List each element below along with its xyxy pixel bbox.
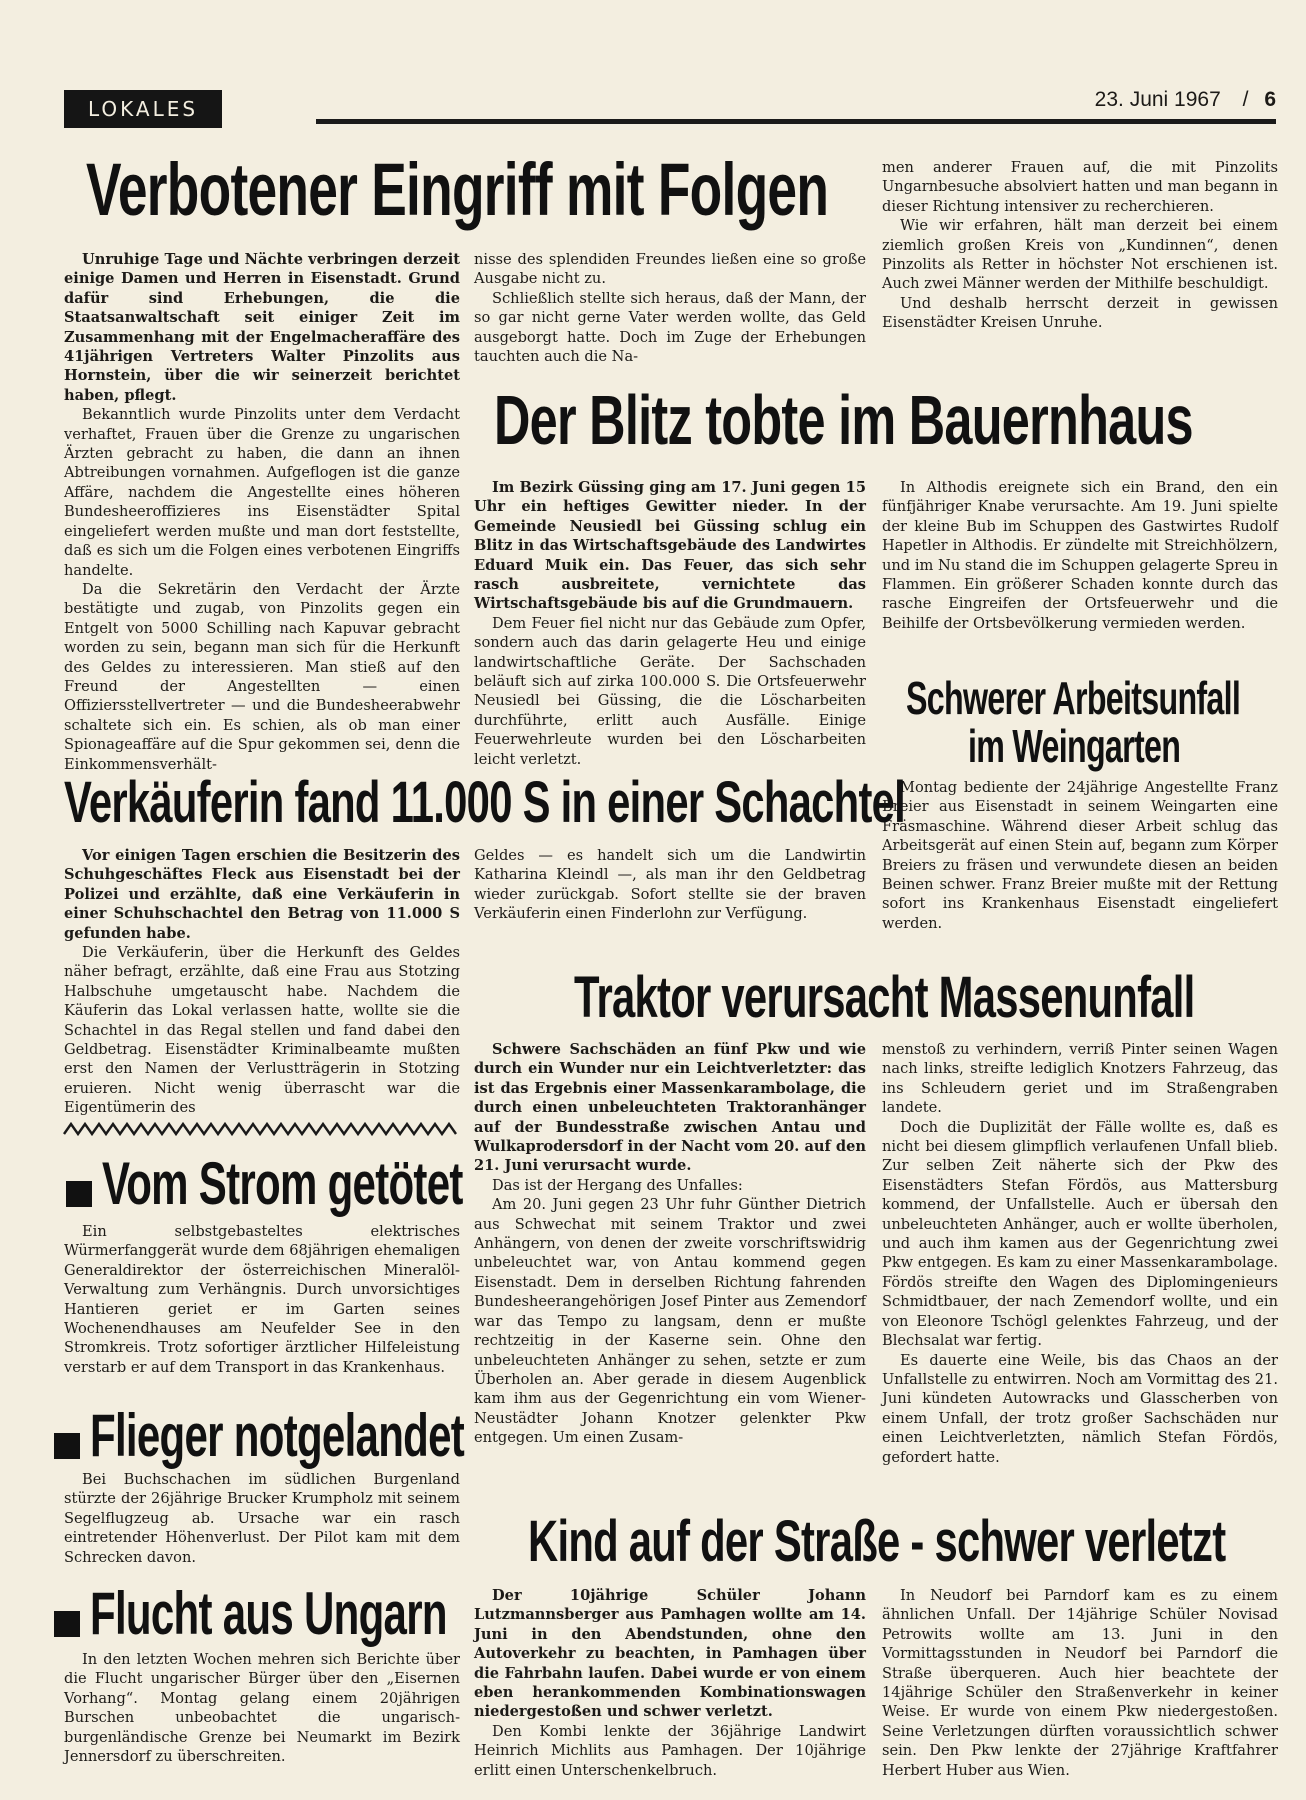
article-1-paragraph: Bekanntlich wurde Pinzolits unter dem Verdacht verhaftet, Frauen über die Grenze zu ungarischen Ärzten gebracht zu haben, die dann an ihnen Abtreibungen vornahmen. Aufgeflogen ist die ganze Affäre, nachdem die Angestellte eines höheren Bundesheeroffizieres ins Eisenstädter Spital eingeliefert werden mußte und man dort feststellte, daß es sich um die Folgen eines verbotenen Eingriffs handelte. [64, 406, 460, 579]
issue-date-line [1040, 88, 1276, 116]
headline-flieger-text: Flieger notgelandet [90, 1402, 465, 1469]
headline-vom-strom-text: Vom Strom getötet [102, 1150, 463, 1217]
article-1-paragraph: Da die Sekretärin den Verdacht der Ärzte bestätigte und zugab, von Pinzolits gegen ein Entgelt von 5000 Schilling nach Kapuvar gebracht worden zu sein, begann man sich für die Herkunft des Geldes zu interessieren. Man stieß auf den Freund der Angestellten — einen Offiziersstellvertreter — und die Bundesheerabwehr schaltete sich ein. Es schien, als ob man einer Spionageaffäre auf die Spur gekommen sei, denn die Einkommensverhält- [64, 580, 460, 773]
headline-arbeitsunfall-line-2: im Weingarten [968, 720, 1181, 772]
article-8-paragraph: Es dauerte eine Weile, bis das Chaos an der Unfallstelle zu entwirren. Noch am Vormittag des 21. Juni kündeten Autowracks und Glasscherben von einem Unfall, der trotz großer Sachschäden nur einen Leichtverletzten, nämlich Stefan Fördös, gefordert hatte. [882, 1351, 1278, 1466]
zigzag-divider [64, 1122, 456, 1136]
article-9-col-2 [882, 1586, 1278, 1786]
article-1-col-2 [474, 250, 866, 366]
article-1-paragraph: Wie wir erfahren, hält man derzeit bei einem ziemlich großen Kreis von „Kundinnen“, denen Pinzolits als Retter in höchster Not erschienen ist. Auch zwei Männer werden der Mithilfe beschuldigt. [882, 217, 1278, 293]
article-6-paragraph: Bei Buchschachen im südlichen Burgenland stürzte der 26jährige Brucker Krumpholz mit seinem Segelflugzeug ab. Ursache war ein rasch eintretender Höhenverlust. Der Pilot kam mit dem Schrecken davon. [64, 1471, 460, 1566]
article-5-paragraph: Ein selbstgebasteltes elektrisches Würmerfanggerät wurde dem 68jährigen ehemaligen Generaldirektor der österreichischen Mineralöl-Verwaltung zum Verhängnis. Durch unvorsichtiges Hantieren geriet er im Garten seines Wochenendhauses am Neufelder See in den Stromkreis. Trotz sofortiger ärztlicher Hilfeleistung verstarb er auf dem Transport in das Krankenhaus. [64, 1223, 460, 1376]
article-4-col-1 [64, 846, 460, 1117]
article-1-lead: Unruhige Tage und Nächte verbringen derzeit einige Damen und Herren in Eisenstadt. Grund dafür sind Erhebungen, die die Staatsanwaltschaft seit einiger Zeit im Zusammenhang mit der Engelmacheraffäre des 41jährigen Vertreters Walter Pinzolits aus Hornstein, über die wir seinerzeit berichtet haben, pflegt. [64, 251, 460, 404]
square-bullet-icon [66, 1181, 92, 1207]
article-3-paragraph: Montag bediente der 24jährige Angestellte Franz Breier aus Eisenstadt in seinem Weingarten eine Fräsmaschine. Während dieser Arbeit schlug das Arbeitsgerät auf einen Stein auf, begann zum Körper Breiers zu fräsen und verwundete diesen an beiden Beinen schwer. Franz Breier mußte mit der Rettung sofort ins Krankenhaus Eisenstadt eingeliefert werden. [882, 779, 1278, 932]
article-4-paragraph: Die Verkäuferin, über die Herkunft des Geldes näher befragt, erzählte, daß eine Frau aus Stotzing Halbschuhe umgetauscht habe. Nachdem die Käuferin das Lokal verlassen hatte, wollte sie die Schachtel in das Regal stellen und fand dabei den Geldbetrag. Eisenstädter Kriminalbeamte mußten erst den Namen der Verlustträgerin in Stotzing eruieren. Nicht wenig überrascht war die Eigentümerin des [64, 944, 460, 1117]
headline-arbeitsunfall-line-1: Schwerer Arbeitsunfall [906, 672, 1241, 724]
article-1-paragraph: men anderer Frauen auf, die mit Pinzolits Ungarnbesuche absolviert hatten und man begann in dieser Richtung intensiver zu recherchieren. [882, 159, 1278, 215]
article-2-paragraph: Dem Feuer fiel nicht nur das Gebäude zum Opfer, sondern auch das darin gelagerte Heu und einige landwirtschaftliche Geräte. Der Sachschaden beläuft sich auf zirka 100.000 S. Die Ortsfeuerwehr Neusiedl bei Güssing, die die Löscharbeiten durchführte, erlitt auch Ausfälle. Einige Feuerwehrleute wurden bei den Löscharbeiten leicht verletzt. [474, 614, 866, 768]
article-8-col-2 [882, 1040, 1278, 1486]
section-label: LOKALES [64, 90, 222, 128]
article-8-col-1 [474, 1040, 866, 1486]
article-2-col-1 [474, 478, 866, 768]
headline-verbotener-eingriff: Verbotener Eingriff mit Folgen [86, 148, 829, 231]
article-8-paragraph: Doch die Duplizität der Fälle wollte es, daß es nicht bei diesem glimpflich verlaufenen Unfall blieb. Zur selben Zeit näherte sich der Pkw des Eisenstädters Stefan Fördös, aus Mattersburg kommend, der Unfallstelle. Auch er übersah den unbeleuchteten Anhänger, auch er wollte überholen, und auch ihm kamen aus der Gegenrichtung zwei Pkw entgegen. Es kam zu einer Massenkarambolage. Fördös streifte den Wagen des Diplomingenieurs Schmidtbauer, der nach Zemendorf wollte, und ein von Eleonore Tschögl gelenktes Fahrzeug, und der Blechsalat war fertig. [882, 1118, 1278, 1350]
article-2-paragraph: In Althodis ereignete sich ein Brand, den ein fünfjähriger Knabe verursachte. Am 19. Juni spielte der kleine Bub im Schuppen des Gastwirtes Rudolf Hapetler in Althodis. Er zündelte mit Streichhölzern, und im Nu stand die im Schuppen gelagerte Spreu in Flammen. Ein größerer Schaden konnte durch das rasche Eingreifen der Ortsfeuerwehr und die Beihilfe der Ortsbevölkerung vermieden werden. [882, 479, 1278, 632]
article-1-paragraph: nisse des splendiden Freundes ließen eine so große Ausgabe nicht zu. [474, 251, 866, 288]
headline-verkaeuferin: Verkäuferin fand 11.000 S in einer Schachtel [64, 770, 906, 835]
article-2-col-2 [882, 478, 1278, 664]
article-1-col-3 [882, 158, 1278, 360]
article-3-col [882, 778, 1278, 948]
article-1-paragraph: Und deshalb herrscht derzeit in gewissen Eisenstädter Kreisen Unruhe. [882, 294, 1278, 332]
article-8-paragraph: Das ist der Hergang des Unfalles: [492, 1176, 743, 1194]
article-8-paragraph: menstoß zu verhindern, verriß Pinter seinen Wagen nach links, streifte lediglich Knotzers Fahrzeug, das ins Schleudern geriet und im Straßengraben landete. [882, 1041, 1278, 1117]
headline-flucht-text: Flucht aus Ungarn [90, 1580, 447, 1647]
article-7-paragraph: In den letzten Wochen mehren sich Berichte über die Flucht ungarischer Bürger über den „Eisernen Vorhang“. Montag gelang einem 20jährigen Burschen unbeobachtet die ungarisch-burgenländische Grenze bei Neumarkt im Bezirk Jennersdorf zu überschreiten. [64, 1651, 460, 1766]
article-9-paragraph: In Neudorf bei Parndorf kam es zu einem ähnlichen Unfall. Der 14jährige Schüler Novisad Petrowits wollte am 13. Juni in den Vormittagsstunden in Neudorf bei Parndorf die Straße überqueren. Auch hier beachtete der 14jährige Schüler den Straßenverkehr in keiner Weise. Er wurde von einem Pkw niedergestoßen. Seine Verletzungen dürften voraussichtlich schwer sein. Den Pkw lenkte der 27jährige Kraftfahrer Herbert Huber aus Wien. [882, 1587, 1278, 1779]
article-2-lead: Im Bezirk Güssing ging am 17. Juni gegen 15 Uhr ein heftiges Gewitter nieder. In der Gemeinde Neusiedl bei Güssing schlug ein Blitz in das Wirtschaftsgebäude des Landwirtes Eduard Muik ein. Das Feuer, das sich sehr rasch ausbreitete, vernichtete das Wirtschaftsgebäude bis auf die Grundmauern. [474, 479, 866, 613]
article-4-col-2 [474, 846, 866, 946]
date-separator: / [1242, 88, 1249, 111]
headline-kind-auf-der-strasse: Kind auf der Straße - schwer verletzt [528, 1509, 1226, 1574]
article-8-lead: Schwere Sachschäden an fünf Pkw und wie durch ein Wunder nur ein Leichtverletzter: das ist das Ergebnis einer Massenkarambolage, die durch einen unbeleuchteten Traktoranhänger auf der Bundesstraße zwischen Antau und Wulkaprodersdorf in der Nacht vom 20. auf den 21. Juni verursacht wurde. [474, 1041, 866, 1175]
article-1-col-1 [64, 250, 460, 773]
article-1-paragraph: Schließlich stellte sich heraus, daß der Mann, der so gar nicht gerne Vater werden wollte, das Geld ausgeborgt hatte. Doch im Zuge der Erhebungen tauchten auch die Na- [474, 289, 866, 366]
article-9-lead: Der 10jährige Schüler Johann Lutzmannsberger aus Pamhagen wollte am 14. Juni in den Abendstunden, ohne den Autoverkehr zu beachten, in Pamhagen über die Fahrbahn laufen. Dabei wurde er von einem eben herankommenden Kombinationswagen niedergestoßen und schwer verletzt. [474, 1587, 866, 1721]
article-9-paragraph: Den Kombi lenkte der 36jährige Landwirt Heinrich Michlits aus Pamhagen. Der 10jährige erlitt einen Unterschenkelbruch. [474, 1722, 866, 1779]
article-9-col-1 [474, 1586, 866, 1786]
article-4-paragraph: Geldes — es handelt sich um die Landwirtin Katharina Kleindl —, als man ihr den Geldbetrag wieder zurückgab. Sofort stellte sie der braven Verkäuferin einen Finderlohn zur Verfügung. [474, 847, 866, 923]
header-rule [316, 119, 1276, 124]
issue-date: 23. Juni 1967 [1094, 88, 1221, 111]
article-7-col [64, 1650, 460, 1798]
article-6-col [64, 1470, 460, 1570]
article-8-paragraph: Am 20. Juni gegen 23 Uhr fuhr Günther Dietrich aus Schwechat mit seinem Traktor und zwei Anhängern, von denen der zweite vorschriftswidrig unbeleuchtet war, von Antau kommend gegen Eisenstadt. Dem in derselben Richtung fahrenden Bundesheerangehörigen Josef Pinter aus Zemendorf war das Tempo zu langsam, denn er mußte rechtzeitig in der Kaserne sein. Ohne den unbeleuchteten Anhänger zu sehen, setzte er zum Überholen an. Aber gerade in diesem Augenblick kam ihm aus der Gegenrichtung ein vom Wiener-Neustädter Johann Knotzer gelenkter Pkw entgegen. Um einen Zusam- [474, 1196, 866, 1447]
page-number: 6 [1264, 88, 1276, 111]
headline-traktor: Traktor verursacht Massenunfall [574, 965, 1195, 1030]
article-4-lead: Vor einigen Tagen erschien die Besitzerin des Schuhgeschäftes Fleck aus Eisenstadt bei der Polizei und erzählte, daß eine Verkäuferin in einer Schuhschachtel den Betrag von 11.000 S gefunden habe. [64, 847, 460, 942]
headline-blitz-bauernhaus: Der Blitz tobte im Bauernhaus [494, 381, 1193, 459]
square-bullet-icon [54, 1611, 80, 1637]
square-bullet-icon [54, 1433, 80, 1459]
article-5-col [64, 1222, 460, 1402]
